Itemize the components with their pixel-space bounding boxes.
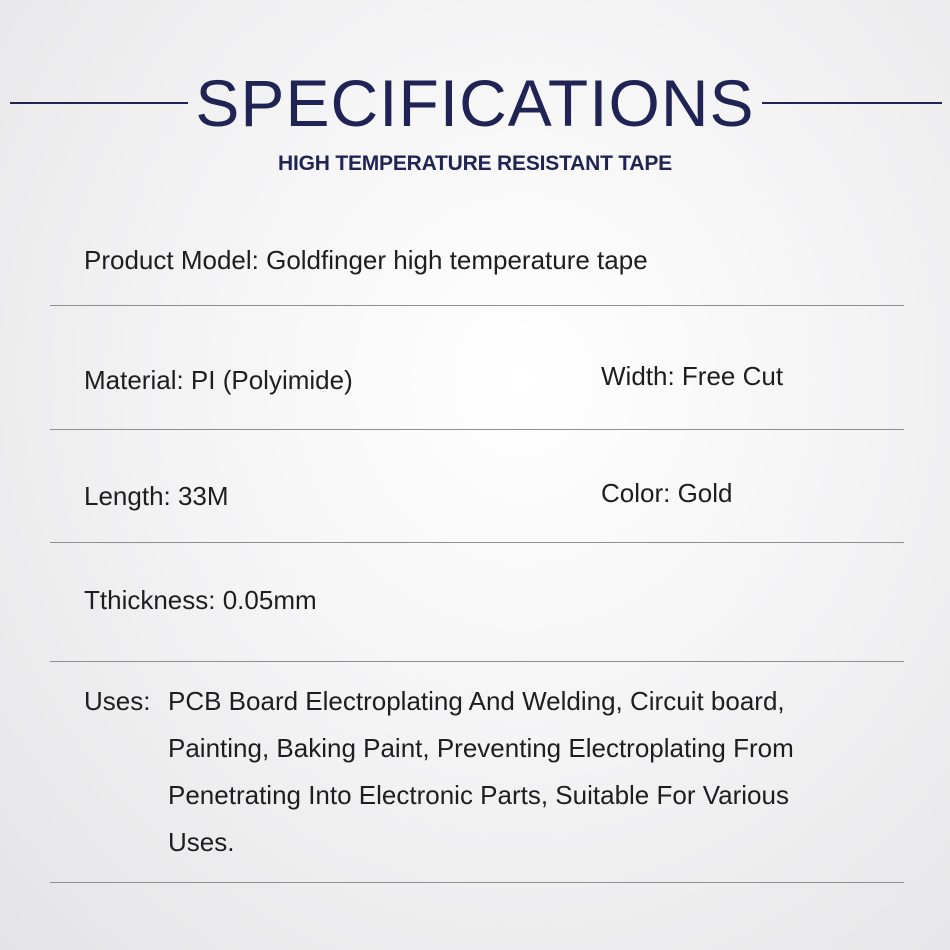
uses-line: Painting, Baking Paint, Preventing Electroplating From [168, 733, 794, 763]
spec-uses-text [168, 678, 908, 866]
divider [50, 542, 904, 543]
page-title: SPECIFICATIONS [195, 66, 755, 140]
page-subtitle: HIGH TEMPERATURE RESISTANT TAPE [278, 152, 672, 175]
spec-length: Length: 33M [84, 481, 229, 511]
spec-thickness: Tthickness: 0.05mm [84, 585, 317, 615]
spec-material: Material: PI (Polyimide) [84, 365, 353, 395]
spec-width: Width: Free Cut [601, 361, 784, 391]
divider [50, 305, 904, 306]
divider [50, 882, 904, 883]
divider [50, 429, 904, 430]
spec-product-model: Product Model: Goldfinger high temperature tape [84, 245, 648, 275]
divider [50, 661, 904, 662]
spec-color: Color: Gold [601, 478, 733, 508]
uses-line: Penetrating Into Electronic Parts, Suitable For Various [168, 780, 789, 810]
uses-line: Uses. [168, 827, 235, 857]
uses-line: PCB Board Electroplating And Welding, Circuit board, [168, 686, 785, 716]
spec-uses-label: Uses: [84, 686, 151, 716]
